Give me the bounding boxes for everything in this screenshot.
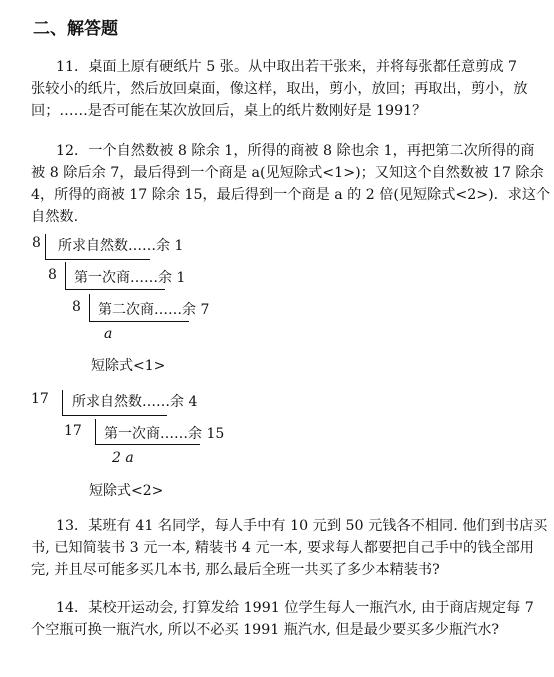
division-caption: 短除式<2>	[89, 483, 164, 499]
division-divisor: 8	[48, 267, 57, 283]
division-row-text: 所求自然数……余 4	[72, 394, 198, 410]
division-bracket-vertical	[45, 234, 46, 260]
question-14-line: 14．某校开运动会, 打算发给 1991 位学生每人一瓶汽水, 由于商店规定每 7	[56, 600, 534, 616]
question-11-line: 张较小的纸片，然后放回桌面，像这样，取出，剪小，放回；再取出，剪小，放	[31, 81, 528, 97]
division-bracket-horizontal	[89, 321, 189, 322]
division-result: 2 a	[112, 450, 134, 466]
division-bracket-vertical	[95, 419, 96, 445]
division-bracket-vertical	[65, 262, 66, 290]
question-14-line: 个空瓶可换一瓶汽水, 所以不必买 1991 瓶汽水, 但是最少要买多少瓶汽水?	[31, 622, 500, 638]
section-heading: 二、解答题	[33, 19, 118, 39]
question-11-line: 11．桌面上原有硬纸片 5 张。从中取出若干张来，并将每张都任意剪成 7	[56, 59, 518, 75]
question-11-line: 回；……是否可能在某次放回后，桌上的纸片数刚好是 1991？	[31, 103, 427, 119]
division-bracket-horizontal	[62, 415, 167, 416]
question-13-line: 完, 并且尽可能多买几本书, 那么最后全班一共买了多少本精装书?	[31, 562, 440, 578]
division-row-text: 所求自然数……余 1	[58, 238, 184, 254]
question-12-line: 12．一个自然数被 8 除余 1，所得的商被 8 除也余 1，再把第二次所得的商	[56, 143, 535, 159]
division-divisor: 17	[64, 423, 82, 439]
question-12-line: 自然数.	[31, 209, 79, 225]
question-13-line: 书, 已知简装书 3 元一本, 精装书 4 元一本, 要求每人都要把自己手中的钱全部用	[31, 540, 534, 556]
division-divisor: 8	[32, 235, 41, 251]
division-row-text: 第一次商……余 1	[74, 270, 186, 286]
division-bracket-vertical	[89, 294, 90, 322]
division-divisor: 8	[72, 299, 81, 315]
division-caption: 短除式<1>	[91, 358, 166, 374]
question-12-line: 被 8 除后余 7，最后得到一个商是 a(见短除式<1>)；又知这个自然数被 17 除余	[31, 165, 544, 181]
question-13-line: 13．某班有 41 名同学，每人手中有 10 元到 50 元钱各不相同. 他们到书店买	[56, 518, 548, 534]
question-12-line: 4，所得的商被 17 除余 15，最后得到一个商是 a 的 2 倍(见短除式<2>)．求这个	[31, 187, 551, 203]
division-bracket-horizontal	[95, 444, 200, 445]
division-bracket-horizontal	[45, 259, 150, 260]
division-row-text: 第一次商……余 15	[104, 426, 225, 442]
division-result: a	[104, 326, 113, 342]
division-bracket-vertical	[62, 390, 63, 416]
division-divisor: 17	[31, 391, 49, 407]
division-row-text: 第二次商……余 7	[98, 302, 210, 318]
division-bracket-horizontal	[65, 289, 165, 290]
